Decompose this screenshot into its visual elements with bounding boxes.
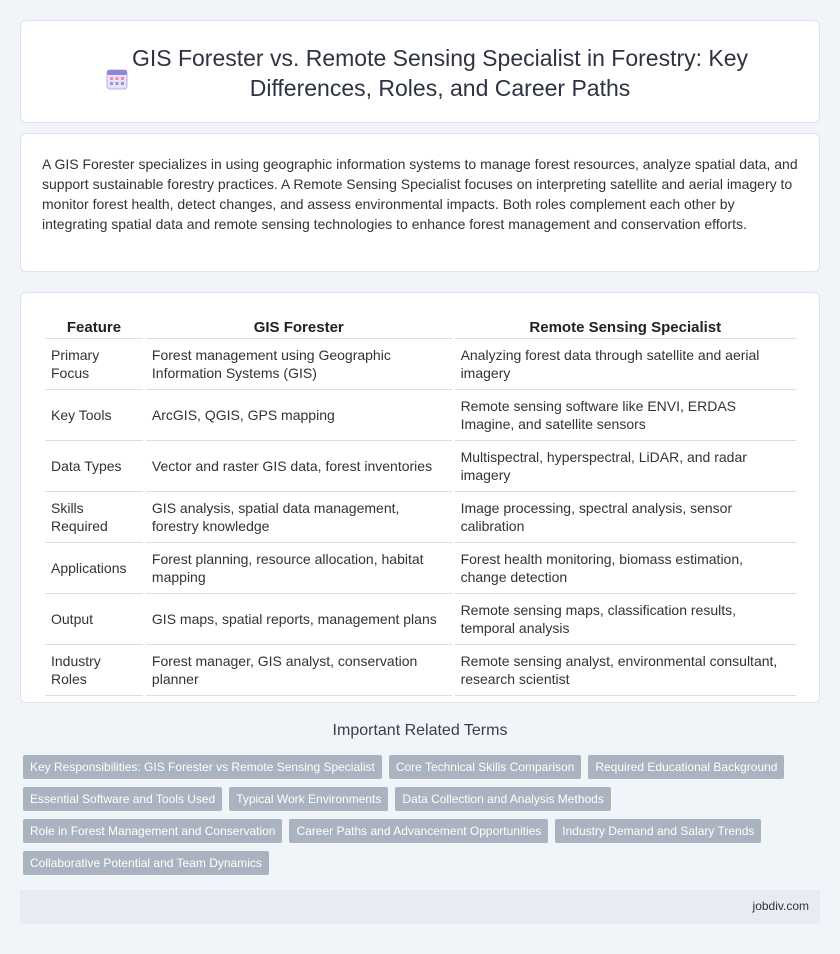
comparison-table [42, 311, 799, 696]
remote-sensing-cell: Remote sensing software like ENVI, ERDAS Imagine, and satellite sensors [455, 390, 796, 441]
comparison-table-card [20, 292, 820, 703]
table-row [45, 339, 796, 390]
tag-row [23, 755, 803, 779]
footer-site-link[interactable]: jobdiv.com [752, 899, 809, 913]
footer-bar [20, 890, 820, 924]
table-row [45, 492, 796, 543]
tag-row [23, 819, 803, 843]
header-gis-forester: GIS Forester [146, 311, 452, 339]
related-terms-tags [23, 755, 803, 883]
tag-row [23, 851, 803, 875]
gis-forester-cell: Forest management using Geographic Information Systems (GIS) [146, 339, 452, 390]
feature-cell: Skills Required [45, 492, 143, 543]
feature-cell: Applications [45, 543, 143, 594]
table-row [45, 441, 796, 492]
gis-forester-cell: Forest manager, GIS analyst, conservation planner [146, 645, 452, 696]
intro-card [20, 133, 820, 272]
related-term-tag[interactable]: Core Technical Skills Comparison [389, 755, 582, 779]
related-term-tag[interactable]: Industry Demand and Salary Trends [555, 819, 761, 843]
feature-cell: Data Types [45, 441, 143, 492]
feature-cell: Industry Roles [45, 645, 143, 696]
remote-sensing-cell: Multispectral, hyperspectral, LiDAR, and radar imagery [455, 441, 796, 492]
page-title: GIS Forester vs. Remote Sensing Specialist in Forestry: Key Differences, Roles, and Career Paths [131, 45, 749, 101]
related-term-tag[interactable]: Required Educational Background [588, 755, 784, 779]
gis-forester-cell: Forest planning, resource allocation, habitat mapping [146, 543, 452, 594]
remote-sensing-cell: Remote sensing analyst, environmental consultant, research scientist [455, 645, 796, 696]
related-term-tag[interactable]: Typical Work Environments [229, 787, 388, 811]
related-term-tag[interactable]: Data Collection and Analysis Methods [395, 787, 610, 811]
table-row [45, 645, 796, 696]
feature-cell: Primary Focus [45, 339, 143, 390]
tag-row [23, 787, 803, 811]
table-row [45, 390, 796, 441]
gis-forester-cell: ArcGIS, QGIS, GPS mapping [146, 390, 452, 441]
related-term-tag[interactable]: Career Paths and Advancement Opportunities [289, 819, 548, 843]
related-term-tag[interactable]: Collaborative Potential and Team Dynamics [23, 851, 269, 875]
feature-cell: Key Tools [45, 390, 143, 441]
related-term-tag[interactable]: Essential Software and Tools Used [23, 787, 222, 811]
table-row [45, 543, 796, 594]
related-terms-heading: Important Related Terms [332, 722, 508, 739]
header-card [20, 20, 820, 123]
header-remote-sensing-specialist: Remote Sensing Specialist [455, 311, 796, 339]
gis-forester-cell: GIS maps, spatial reports, management plans [146, 594, 452, 645]
remote-sensing-cell: Analyzing forest data through satellite and aerial imagery [455, 339, 796, 390]
feature-cell: Output [45, 594, 143, 645]
related-term-tag[interactable]: Key Responsibilities: GIS Forester vs Remote Sensing Specialist [23, 755, 382, 779]
remote-sensing-cell: Forest health monitoring, biomass estimation, change detection [455, 543, 796, 594]
table-header-row [45, 311, 796, 339]
gis-forester-cell: Vector and raster GIS data, forest inventories [146, 441, 452, 492]
remote-sensing-cell: Remote sensing maps, classification results, temporal analysis [455, 594, 796, 645]
gis-forester-cell: GIS analysis, spatial data management, forestry knowledge [146, 492, 452, 543]
table-row [45, 594, 796, 645]
header-feature: Feature [45, 311, 143, 339]
remote-sensing-cell: Image processing, spectral analysis, sensor calibration [455, 492, 796, 543]
related-term-tag[interactable]: Role in Forest Management and Conservation [23, 819, 282, 843]
intro-paragraph: A GIS Forester specializes in using geographic information systems to manage forest resources, analyze spatial data, and support sustainable forestry practices. A Remote Sensing Specialist focuses on interpreting satellite and aerial imagery to monitor forest health, detect changes, and assess environmental impacts. Both roles complement each other by integrating spatial data and remote sensing technologies to enhance forest management and conservation efforts. [42, 156, 798, 232]
